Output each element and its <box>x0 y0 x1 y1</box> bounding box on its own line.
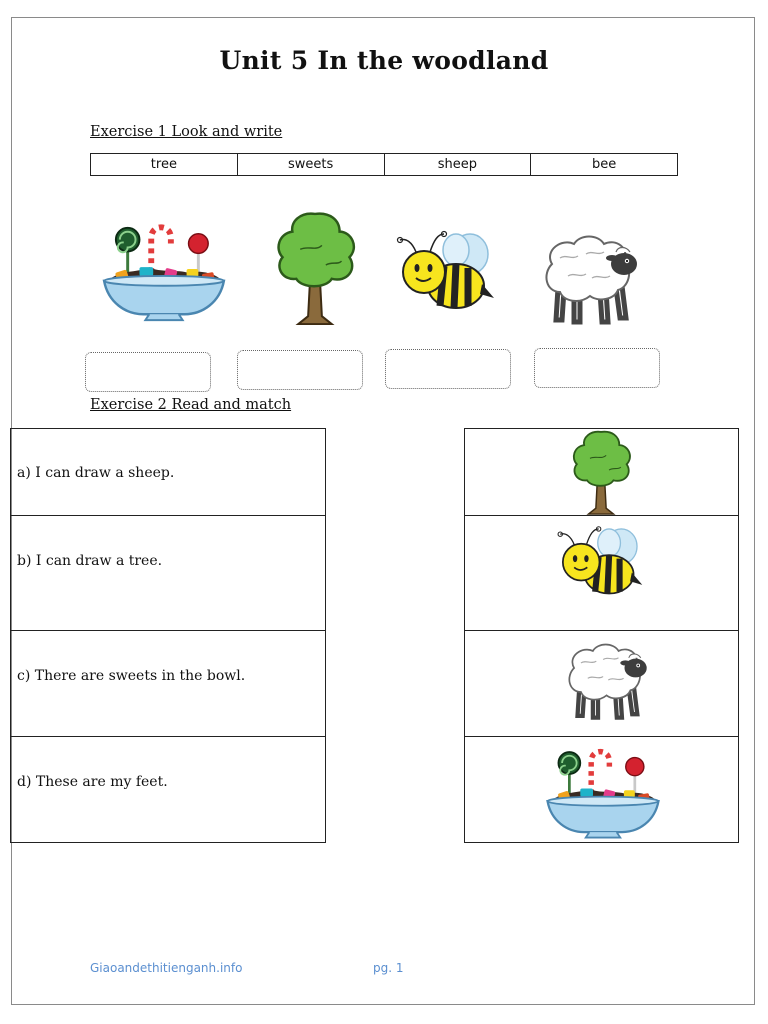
picture-cell <box>464 515 739 631</box>
answer-box-4[interactable] <box>534 348 660 388</box>
answer-box-2[interactable] <box>237 350 363 390</box>
footer-site: Giaoandethitienganh.info <box>90 961 243 975</box>
tree-icon <box>270 210 360 328</box>
sentence-b: b) I can draw a tree. <box>17 553 163 569</box>
sentence-a: a) I can draw a sheep. <box>17 465 175 481</box>
answer-box-3[interactable] <box>385 349 511 389</box>
tree-icon <box>568 429 634 517</box>
word-bank-cell: sweets <box>237 154 384 176</box>
sentence-cell <box>10 515 326 631</box>
sentence-cell <box>10 736 326 843</box>
picture-cell <box>464 630 739 737</box>
bee-icon <box>394 220 504 326</box>
sweets-bowl-icon <box>543 743 663 843</box>
answer-box-1[interactable] <box>85 352 211 392</box>
exercise1-heading: Exercise 1 Look and write <box>90 124 283 140</box>
picture-cell <box>464 736 739 843</box>
sentence-cell <box>10 428 326 516</box>
sweets-bowl-icon <box>100 218 228 326</box>
word-bank-cell: tree <box>91 154 238 176</box>
footer-page-number: pg. 1 <box>373 961 404 975</box>
sheep-icon <box>557 637 651 723</box>
sentence-c: c) There are sweets in the bowl. <box>17 668 246 684</box>
picture-cell <box>464 428 739 516</box>
exercise2-heading: Exercise 2 Read and match <box>90 397 292 413</box>
bee-icon <box>555 518 651 608</box>
word-bank-cell: sheep <box>384 154 531 176</box>
word-bank-table <box>90 153 678 176</box>
word-bank-cell: bee <box>531 154 678 176</box>
sentence-cell <box>10 630 326 737</box>
page-title: Unit 5 In the woodland <box>219 46 549 75</box>
sheep-icon <box>532 228 642 328</box>
sentence-d: d) These are my feet. <box>17 774 168 790</box>
